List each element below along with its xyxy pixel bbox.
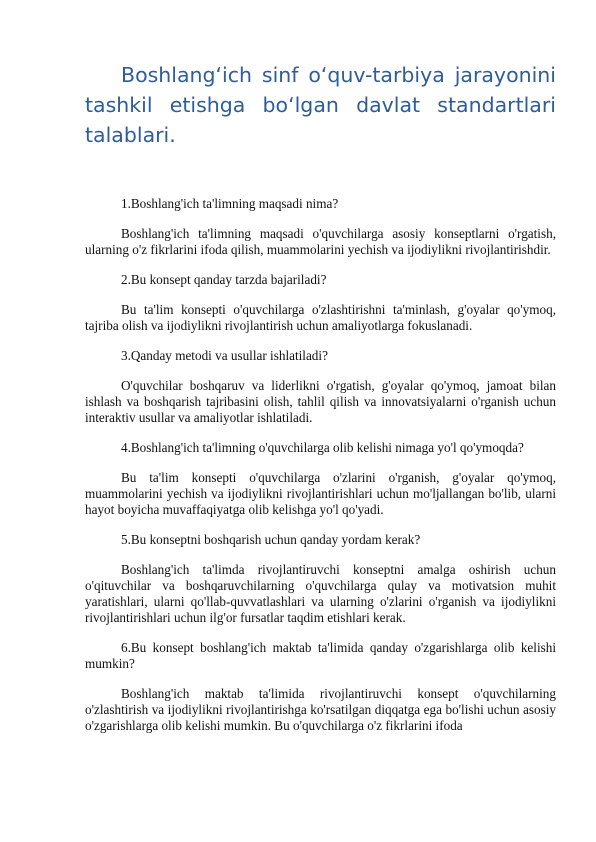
answer-5: Boshlang'ich ta'limda rivojlantiruvchi konseptni amalga oshirish uchun o'qituvchilar va boshqaruvchilarning o'quvchilarga qulay va motivatsion muhit yaratishlari, ularni qo'llab-quvvatlashlari va ularning o'zlarini o'rganish va ijodiylikni rivojlantirishlari uchun ilg'or fursatlar taqdim etishlari kerak. — [85, 562, 556, 625]
answer-3: O'quvchilar boshqaruv va liderlikni o'rgatish, g'oyalar qo'ymoq, jamoat bilan ishlash va boshqarish tajribasini olish, tahlil qilish va innovatsiyalarni o'rganish uchun interaktiv usullar va amaliyotlar ishlatiladi. — [85, 378, 556, 425]
question-6: 6.Bu konsept boshlang'ich maktab ta'limida qanday o'zgarishlarga olib kelishi mumkin? — [85, 640, 556, 671]
question-5: 5.Bu konseptni boshqarish uchun qanday yordam kerak? — [121, 532, 421, 547]
answer-6: Boshlang'ich maktab ta'limida rivojlantiruvchi konsept o'quvchilarning o'zlashtirish va ijodiylikni rivojlantirishga ko'rsatilgan diqqatga ega bo'lishi uchun asosiy o'zgarishlarga olib kelishi mumkin. Bu o'quvchilarga o'z fikrlarini ifoda — [85, 686, 556, 733]
document-title: Boshlang‘ich sinf o‘quv-tarbiya jarayonini tashkil etishga bo‘lgan davlat standartlari talablari. — [85, 63, 556, 147]
question-2: 2.Bu konsept qanday tarzda bajariladi? — [121, 272, 327, 287]
answer-4: Bu ta'lim konsepti o'quvchilarga o'zlarini o'rganish, g'oyalar qo'ymoq, muammolarini yechish va ijodiylikni rivojlantirishlari uchun mo'ljallangan bo'lib, ularni hayot boyicha muvaffaqiyatga olib kelishga yo'l qo'yadi. — [85, 470, 556, 517]
answer-2: Bu ta'lim konsepti o'quvchilarga o'zlashtirishni ta'minlash, g'oyalar qo'ymoq, tajriba olish va ijodiylikni rivojlantirish uchun amaliyotlarga fokuslanadi. — [85, 302, 556, 333]
question-4: 4.Boshlang'ich ta'limning o'quvchilarga olib kelishi nimaga yo'l qo'ymoqda? — [121, 440, 524, 455]
question-3: 3.Qanday metodi va usullar ishlatiladi? — [121, 348, 328, 363]
answer-1: Boshlang'ich ta'limning maqsadi o'quvchilarga asosiy konseptlarni o'rgatish, ularning o'z fikrlarini ifoda qilish, muammolarini yechish va ijodiylikni rivojlantirishdir. — [85, 226, 556, 257]
question-1: 1.Boshlang'ich ta'limning maqsadi nima? — [121, 196, 339, 211]
document-body — [85, 196, 556, 748]
